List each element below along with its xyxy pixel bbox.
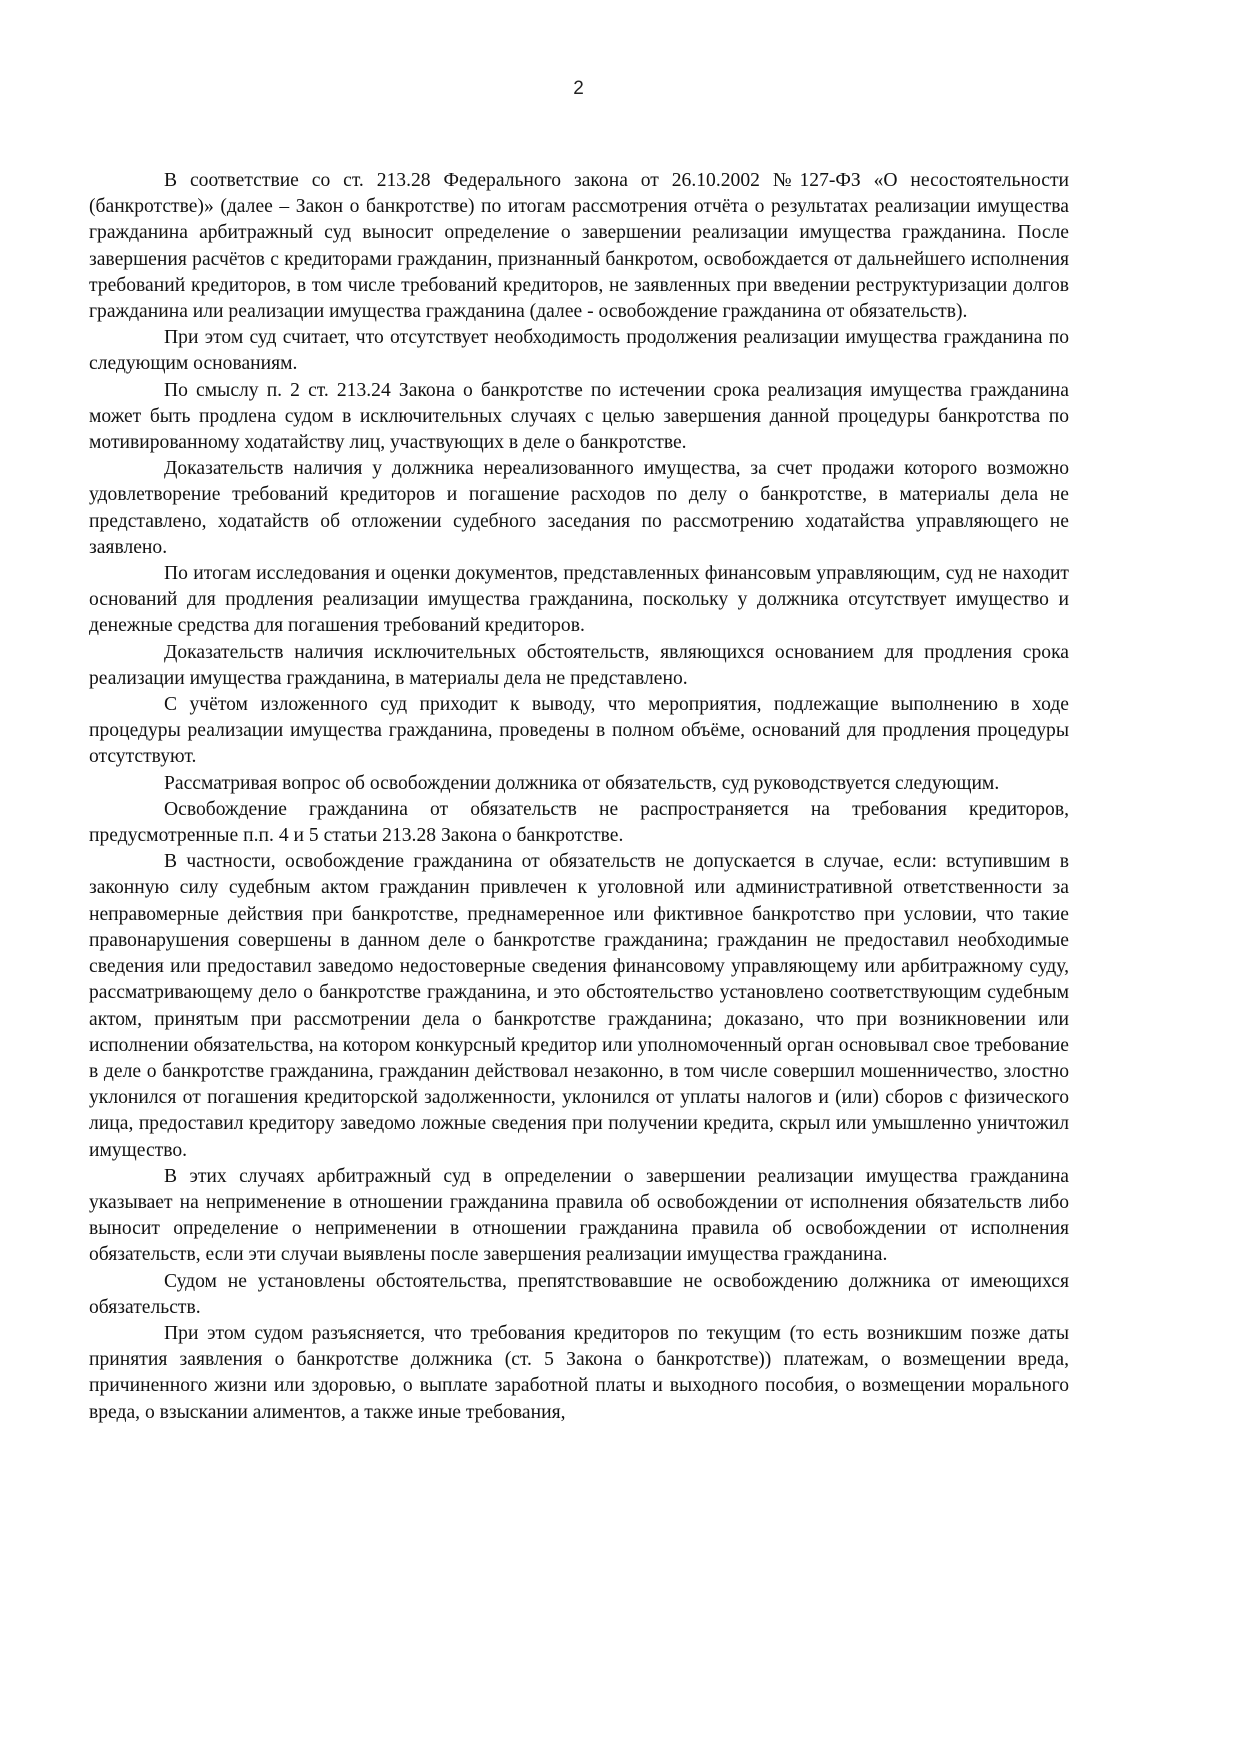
document-body <box>89 168 1069 1426</box>
paragraph-5: По итогам исследования и оценки документов, представленных финансовым управляющим, суд не находит оснований для продления реализации имущества гражданина, поскольку у должника отсутствует имущество и денежные средства для погашения требований кредиторов. <box>89 563 1069 637</box>
paragraph-2: При этом суд считает, что отсутствует необходимость продолжения реализации имущества гражданина по следующим основаниям. <box>89 327 1069 375</box>
paragraph-13: При этом судом разъясняется, что требования кредиторов по текущим (то есть возникшим позже даты принятия заявления о банкротстве должника (ст. 5 Закона о банкротстве)) платежам, о возмещении вреда, причиненного жизни или здоровью, о выплате заработной платы и выходного пособия, о возмещении морального вреда, о взыскании алиментов, а также иные требования, <box>89 1322 1069 1423</box>
paragraph-1: В соответствие со ст. 213.28 Федерального закона от 26.10.2002 №127-ФЗ «О несостоятельности (банкротстве)» (далее – Закон о банкротстве) по итогам рассмотрения отчёта о результатах реализации имущества гражданина арбитражный суд выносит определение о завершении реализации имущества гражданина. После завершения расчётов с кредиторами гражданин, признанный банкротом, освобождается от дальнейшего исполнения требований кредиторов, в том числе требований кредиторов, не заявленных при введении реструктуризации долгов гражданина или реализации имущества гражданина (далее - освобождение гражданина от обязательств). <box>89 170 1069 323</box>
paragraph-8: Рассматривая вопрос об освобождении должника от обязательств, суд руководствуется следующим. <box>164 772 1000 794</box>
paragraph-10: В частности, освобождение гражданина от обязательств не допускается в случае, если: вступившим в законную силу судебным актом гражданин привлечен к уголовной или административной ответственности за неправомерные действия при банкротстве, преднамеренное или фиктивное банкротство при условии, что такие правонарушения совершены в данном деле о банкротстве гражданина; гражданин не предоставил необходимые сведения или предоставил заведомо недостоверные сведения финансовому управляющему или арбитражному суду, рассматривающему дело о банкротстве гражданина, и это обстоятельство установлено соответствующим судебным актом, принятым при рассмотрении дела о банкротстве гражданина; доказано, что при возникновении или исполнении обязательства, на котором конкурсный кредитор или уполномоченный орган основывал свое требование в деле о банкротстве гражданина, гражданин действовал незаконно, в том числе совершил мошенничество, злостно уклонился от погашения кредиторской задолженности, уклонился от уплаты налогов и (или) сборов с физического лица, предоставил кредитору заведомо ложные сведения при получении кредита, скрыл или умышленно уничтожил имущество. <box>89 851 1069 1161</box>
paragraph-9: Освобождение гражданина от обязательств не распространяется на требования кредиторов, предусмотренные п.п. 4 и 5 статьи 213.28 Закона о банкротстве. <box>89 798 1069 847</box>
paragraph-11: В этих случаях арбитражный суд в определении о завершении реализации имущества гражданина указывает на неприменение в отношении гражданина правила об освобождении от исполнения обязательств либо выносит определение о неприменении в отношении гражданина правила об освобождении от исполнения обязательств, если эти случаи выявлены после завершения реализации имущества гражданина. <box>89 1165 1069 1266</box>
page-number: 2 <box>573 78 584 99</box>
paragraph-4: Доказательств наличия у должника нереализованного имущества, за счет продажи которого возможно удовлетворение требований кредиторов и погашение расходов по делу о банкротстве, в материалы дела не представлено, ходатайств об отложении судебного заседания по рассмотрению ходатайства управляющего не заявлено. <box>89 458 1069 558</box>
paragraph-12: Судом не установлены обстоятельства, препятствовавшие не освобождению должника от имеющихся обязательств. <box>89 1270 1069 1318</box>
paragraph-6: Доказательств наличия исключительных обстоятельств, являющихся основанием для продления срока реализации имущества гражданина, в материалы дела не представлено. <box>89 641 1069 689</box>
paragraph-7: С учётом изложенного суд приходит к выводу, что мероприятия, подлежащие выполнению в ходе процедуры реализации имущества гражданина, проведены в полном объёме, оснований для продления процедуры отсутствуют. <box>89 694 1069 768</box>
paragraph-3: По смыслу п. 2 ст. 213.24 Закона о банкротстве по истечении срока реализация имущества гражданина может быть продлена судом в исключительных случаях с целью завершения данной процедуры банкротства по мотивированному ходатайству лиц, участвующих в деле о банкротстве. <box>89 379 1069 454</box>
